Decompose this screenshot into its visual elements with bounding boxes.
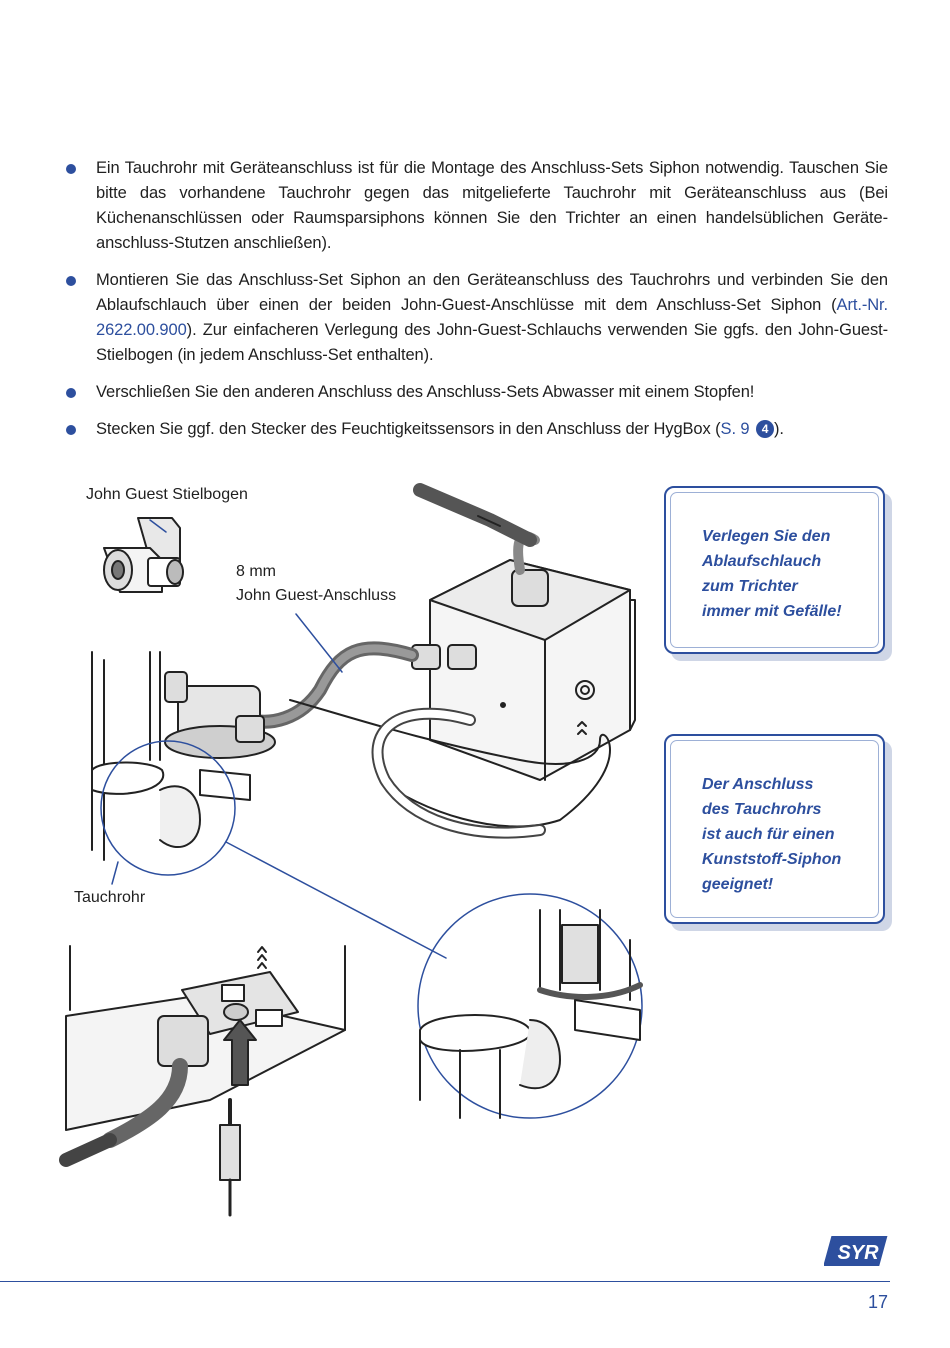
bullet-text-end: ).: [773, 420, 784, 438]
zoom-leader-line: [226, 842, 446, 958]
footer-divider: [0, 1281, 890, 1282]
tauchrohr-leader-line: [112, 862, 118, 884]
sensor-plug-drawing: [66, 946, 345, 1215]
step-number-badge: 4: [756, 420, 774, 438]
page-reference-link[interactable]: S. 9: [720, 420, 750, 438]
logo-text: SYR: [837, 1242, 879, 1264]
stielbogen-label: John Guest Stielbogen: [86, 486, 248, 503]
siphon-drawing: [92, 652, 275, 860]
john-guest-leader-line: [296, 614, 342, 672]
bullet-text: Montieren Sie das Anschluss-Set Siphon an den Geräteanschluss des Tauchrohrs und verbinden Sie den Ablaufschlauch über einen der beiden John-Guest-Anschlüsse mit dem Anschluss-Set Siphon (: [96, 271, 888, 314]
kunststoff-callout: [664, 734, 885, 924]
bullet-text-end: ). Zur einfacheren Verlegung des John-Guest-Schlauchs verwenden Sie ggfs. den John-Guest-Stielbogen (in jedem Anschluss-Set enthalten).: [96, 321, 888, 364]
bullet-text: Stecken Sie ggf. den Stecker des Feuchtigkeitssensors in den Anschluss der HygBox (: [96, 420, 721, 438]
bullet-text: Verschließen Sie den anderen Anschluss des Anschluss-Sets Abwasser mit einem Stopfen!: [96, 383, 755, 401]
article-number-link[interactable]: Art.-Nr. 2622.00.900: [96, 296, 888, 339]
gefaelle-callout: [664, 486, 885, 654]
page-number: 17: [868, 1292, 889, 1312]
mm-label: 8 mm: [236, 563, 276, 580]
syr-logo-icon: [824, 1232, 894, 1272]
stielbogen-part-drawing: [104, 518, 183, 592]
bullet-text: Ein Tauchrohr mit Geräteanschluss ist für die Montage des Anschluss-Sets Siphon notwendig. Tauschen Sie bitte das vorhandene Tauchrohr gegen das mitgelieferte Tauchrohr mit Geräteanschluss aus (Bei Küchenanschlüssen oder Raumsparsiphons können Sie den Trichter an einen handelsüblichen Geräte-anschluss-Stutzen anschließen).: [96, 159, 888, 252]
john-guest-label: John Guest-Anschluss: [236, 587, 397, 604]
tauchrohr-label: Tauchrohr: [74, 889, 146, 906]
callout-text: Der Anschluss des Tauchrohrs ist auch für einen Kunststoff-Siphon geeignet!: [702, 776, 842, 893]
callout-text: Verlegen Sie den Ablaufschlauch zum Trichter immer mit Gefälle!: [702, 528, 842, 620]
